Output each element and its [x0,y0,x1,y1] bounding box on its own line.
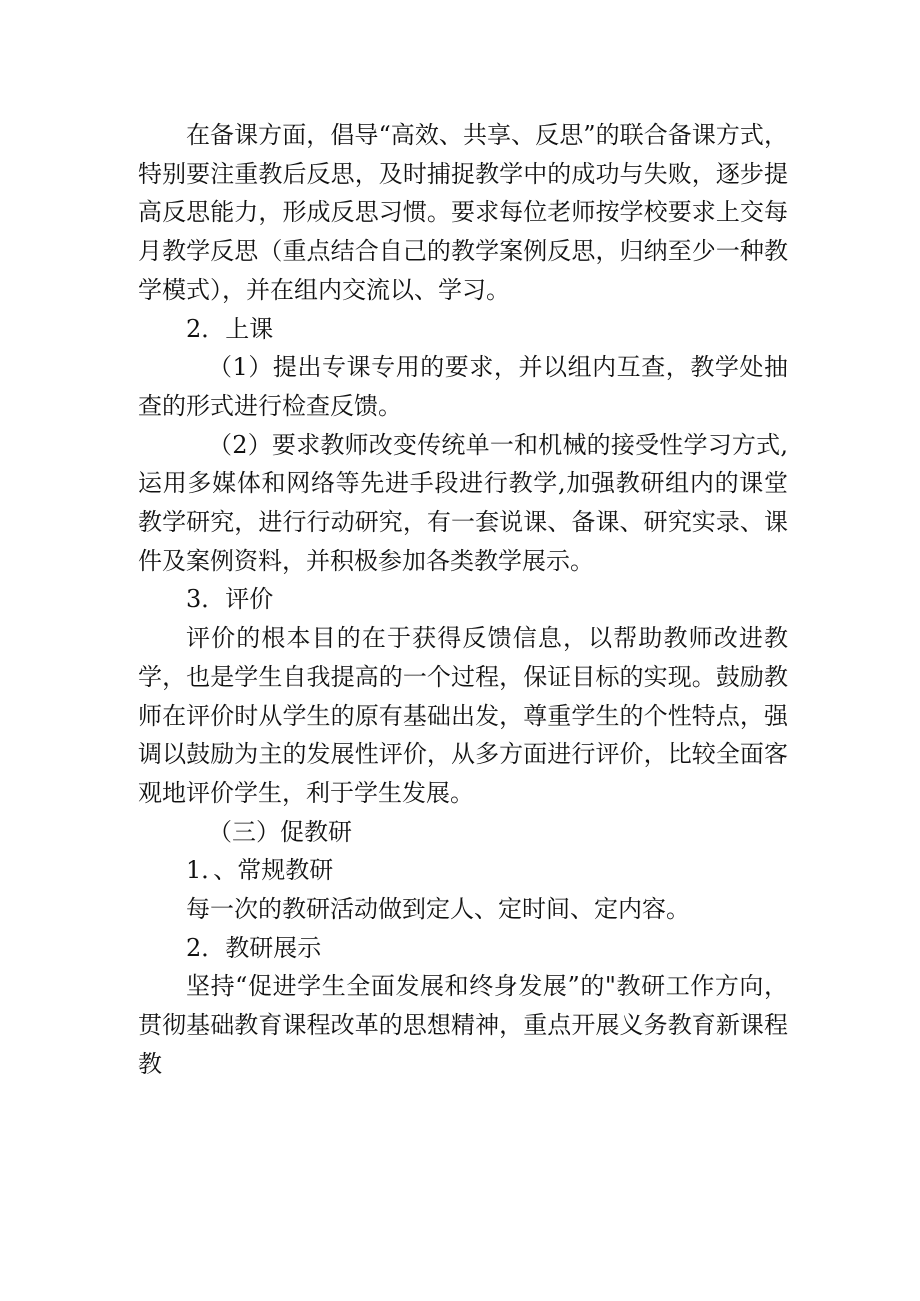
heading-research-showcase: 2．教研展示 [186,933,322,962]
paragraph-class-item-2: （2）要求教师改变传统单一和机械的接受性学习方式,运用多媒体和网络等先进手段进行教学,加强教研组内的课堂教学研究，进行行动研究，有一套说课、备课、研究实录、课件及案例资料，并积极参加各类教学展示。 [138,430,788,575]
paragraph-research-showcase: 坚持“促进学生全面发展和终身发展”的"教研工作方向，贯彻基础教育课程改革的思想精神，重点开展义务教育新课程教 [138,972,788,1078]
heading-classes: 2．上课 [186,314,274,343]
document-body [138,116,788,1084]
paragraph-evaluation: 评价的根本目的在于获得反馈信息，以帮助教师改进教学，也是学生自我提高的一个过程，保证目标的实现。鼓励教师在评价时从学生的原有基础出发，尊重学生的个性特点，强调以鼓励为主的发展性评价，从多方面进行评价，比较全面客观地评价学生，利于学生发展。 [138,624,788,807]
heading-routine-research: 1．、常规教研 [186,856,334,885]
heading-evaluation: 3．评价 [186,585,274,614]
heading-promote-research: （三）促教研 [208,817,352,846]
paragraph-class-item-1: （1）提出专课专用的要求，并以组内互查，教学处抽查的形式进行检查反馈。 [138,353,788,420]
paragraph-lesson-prep: 在备课方面，倡导“高效、共享、反思”的联合备课方式，特别要注重教后反思，及时捕捉教学中的成功与失败，逐步提高反思能力，形成反思习惯。要求每位老师按学校要求上交每月教学反思（重点结合自己的教学案例反思，归纳至少一种教学模式），并在组内交流以、学习。 [138,121,788,304]
paragraph-routine-research: 每一次的教研活动做到定人、定时间、定内容。 [186,895,690,924]
